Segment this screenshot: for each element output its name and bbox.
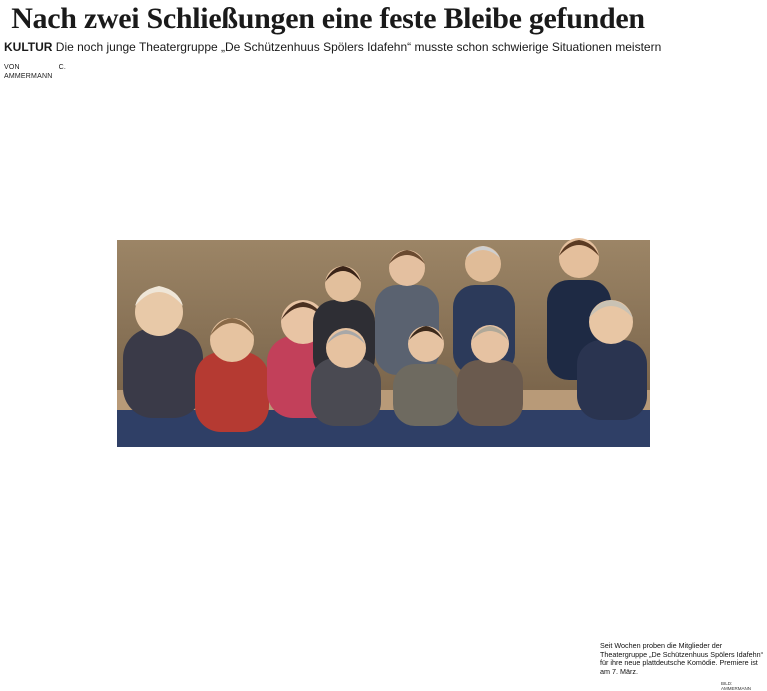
article-column-7 (385, 63, 447, 240)
article-column-6 (318, 63, 380, 240)
photo-caption: Seit Wochen proben die Mitglieder der Theatergruppe „De Schützenhuus Spölers Idafehn“ für ihre neue plattdeutsche Komödie. Premiere ist am 7. März. (597, 640, 767, 680)
article-column-1 (4, 63, 66, 445)
subheadline (4, 40, 662, 54)
article-column-8 (452, 63, 514, 240)
group-photo (117, 240, 764, 691)
byline: VON C. AMMERMANN (4, 64, 66, 80)
article-column-5 (251, 63, 313, 240)
group-photo-drawing (117, 240, 650, 447)
headline: Nach zwei Schließungen eine feste Bleibe gefunden (11, 2, 645, 35)
article-column-4 (184, 63, 246, 240)
photo-credit: BILD: AMMERMANN (721, 681, 751, 691)
article-column-3 (117, 63, 179, 240)
article-column-2 (70, 63, 114, 445)
article-column-9 (519, 63, 591, 240)
subheadline-text: Die noch junge Theatergruppe „De Schützenhuus Spölers Idafehn“ musste schon schwierige Situationen meistern (55, 40, 662, 54)
section-kicker: KULTUR (4, 40, 53, 54)
